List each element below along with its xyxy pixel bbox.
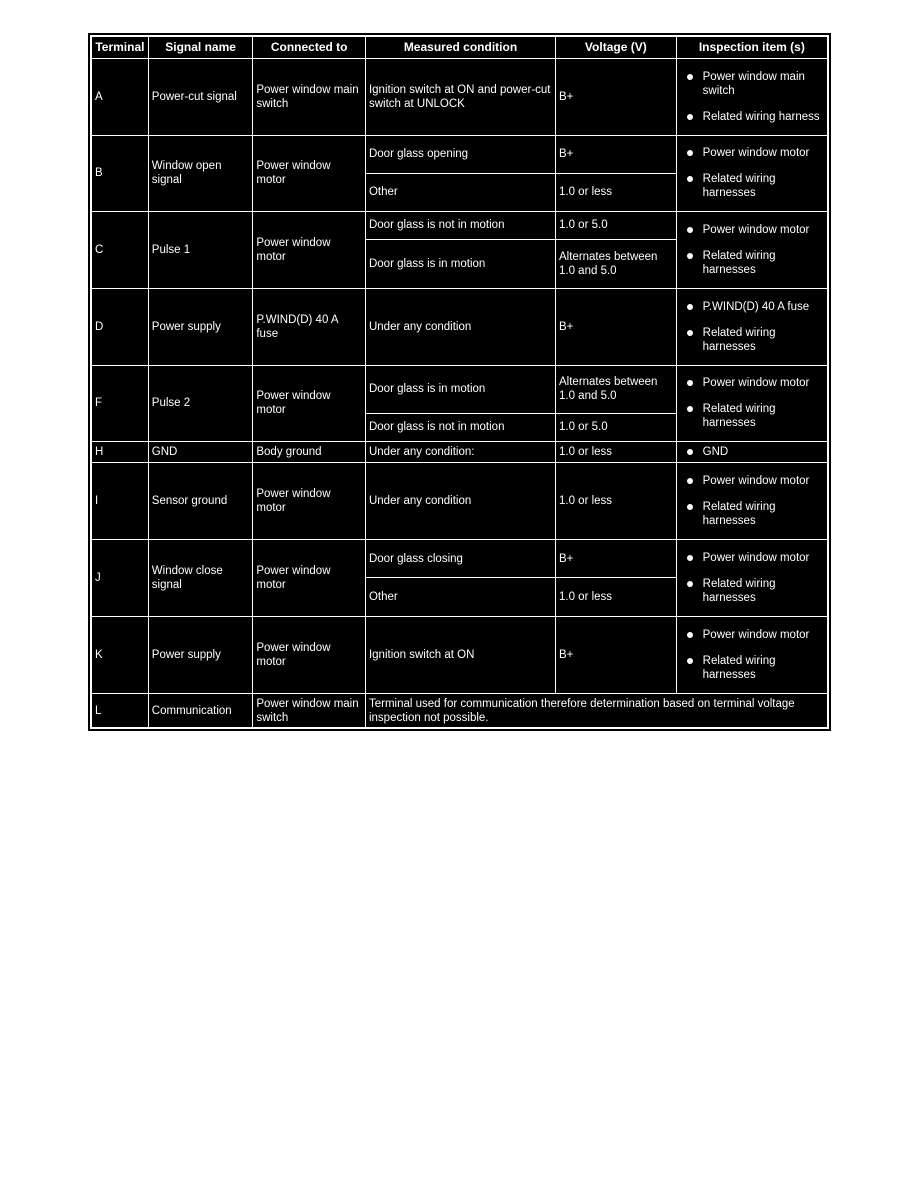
inspection-cell [676,135,828,211]
inspection-cell [676,58,828,135]
header-connected-to: Connected to [253,36,366,58]
inspection-list [685,300,824,354]
terminal-cell: H [91,442,148,463]
voltage-cell: 1.0 or less [556,173,677,211]
inspection-item: Power window motor [685,551,824,565]
table-row [91,365,828,413]
voltage-cell: B+ [556,288,677,365]
condition-cell: Under any condition [365,288,555,365]
inspection-item: Power window motor [685,628,824,642]
signal-name-cell: Power supply [148,288,253,365]
signal-name-cell: Sensor ground [148,463,253,540]
voltage-cell: B+ [556,58,677,135]
inspection-item: P.WIND(D) 40 A fuse [685,300,824,314]
signal-name-cell: Pulse 2 [148,365,253,441]
voltage-cell: B+ [556,135,677,173]
condition-cell: Under any condition [365,463,555,540]
signal-name-cell: Power supply [148,617,253,694]
inspection-list [685,445,824,459]
table-row [91,540,828,578]
terminal-cell: D [91,288,148,365]
voltage-cell: Alternates between 1.0 and 5.0 [556,239,677,288]
voltage-cell: 1.0 or less [556,578,677,617]
table-row [91,288,828,365]
voltage-cell: B+ [556,540,677,578]
connected-to-cell: Body ground [253,442,366,463]
terminal-cell: C [91,211,148,288]
table-row [91,617,828,694]
header-measured-condition: Measured condition [365,36,555,58]
connected-to-cell: Power window motor [253,365,366,441]
inspection-list [685,551,824,605]
inspection-cell [676,288,828,365]
inspection-item: Related wiring harnesses [685,654,824,682]
signal-name-cell: GND [148,442,253,463]
inspection-item: GND [685,445,824,459]
inspection-item: Power window motor [685,376,824,390]
inspection-list [685,223,824,277]
inspection-item: Related wiring harnesses [685,402,824,430]
inspection-cell [676,365,828,441]
inspection-cell [676,463,828,540]
inspection-cell [676,442,828,463]
terminal-cell: I [91,463,148,540]
header-row [91,36,828,58]
voltage-cell: 1.0 or 5.0 [556,413,677,441]
signal-name-cell: Window open signal [148,135,253,211]
connected-to-cell: Power window motor [253,211,366,288]
inspection-list [685,376,824,430]
inspection-item: Related wiring harnesses [685,500,824,528]
inspection-cell [676,540,828,617]
table-row [91,135,828,173]
connected-to-cell: Power window main switch [253,58,366,135]
header-terminal: Terminal [91,36,148,58]
inspection-item: Related wiring harnesses [685,326,824,354]
connected-to-cell: Power window motor [253,135,366,211]
condition-cell: Door glass is in motion [365,239,555,288]
condition-cell: Door glass is in motion [365,365,555,413]
connected-to-cell: Power window motor [253,463,366,540]
note-cell: Terminal used for communication therefore determination based on terminal voltage inspection not possible. [365,694,828,728]
terminal-cell: A [91,58,148,135]
inspection-item: Related wiring harnesses [685,172,824,200]
table-body [91,58,828,728]
table-row [91,694,828,728]
connected-to-cell: Power window motor [253,540,366,617]
condition-cell: Ignition switch at ON [365,617,555,694]
condition-cell: Other [365,578,555,617]
voltage-cell: 1.0 or less [556,463,677,540]
terminal-cell: J [91,540,148,617]
condition-cell: Other [365,173,555,211]
condition-cell: Under any condition: [365,442,555,463]
inspection-item: Power window motor [685,474,824,488]
header-signal-name: Signal name [148,36,253,58]
terminal-cell: K [91,617,148,694]
condition-cell: Door glass closing [365,540,555,578]
signal-name-cell: Power-cut signal [148,58,253,135]
terminal-cell: B [91,135,148,211]
condition-cell: Door glass is not in motion [365,211,555,239]
signal-name-cell: Communication [148,694,253,728]
header-voltage: Voltage (V) [556,36,677,58]
inspection-list [685,70,824,124]
signal-name-cell: Pulse 1 [148,211,253,288]
inspection-item: Related wiring harness [685,110,824,124]
signal-name-cell: Window close signal [148,540,253,617]
condition-cell: Ignition switch at ON and power-cut switch at UNLOCK [365,58,555,135]
terminal-cell: L [91,694,148,728]
voltage-cell: 1.0 or 5.0 [556,211,677,239]
inspection-item: Power window motor [685,146,824,160]
connected-to-cell: Power window main switch [253,694,366,728]
header-inspection-items: Inspection item (s) [676,36,828,58]
connected-to-cell: P.WIND(D) 40 A fuse [253,288,366,365]
terminal-voltage-table [90,35,829,729]
table-row [91,463,828,540]
inspection-item: Power window motor [685,223,824,237]
inspection-list [685,146,824,200]
inspection-item: Power window main switch [685,70,824,98]
inspection-cell [676,211,828,288]
inspection-list [685,628,824,682]
voltage-cell: 1.0 or less [556,442,677,463]
connected-to-cell: Power window motor [253,617,366,694]
table-row [91,58,828,135]
condition-cell: Door glass opening [365,135,555,173]
condition-cell: Door glass is not in motion [365,413,555,441]
voltage-cell: B+ [556,617,677,694]
inspection-list [685,474,824,528]
inspection-item: Related wiring harnesses [685,577,824,605]
table-row [91,442,828,463]
voltage-cell: Alternates between 1.0 and 5.0 [556,365,677,413]
table-row [91,211,828,239]
inspection-cell [676,617,828,694]
terminal-cell: F [91,365,148,441]
inspection-item: Related wiring harnesses [685,249,824,277]
